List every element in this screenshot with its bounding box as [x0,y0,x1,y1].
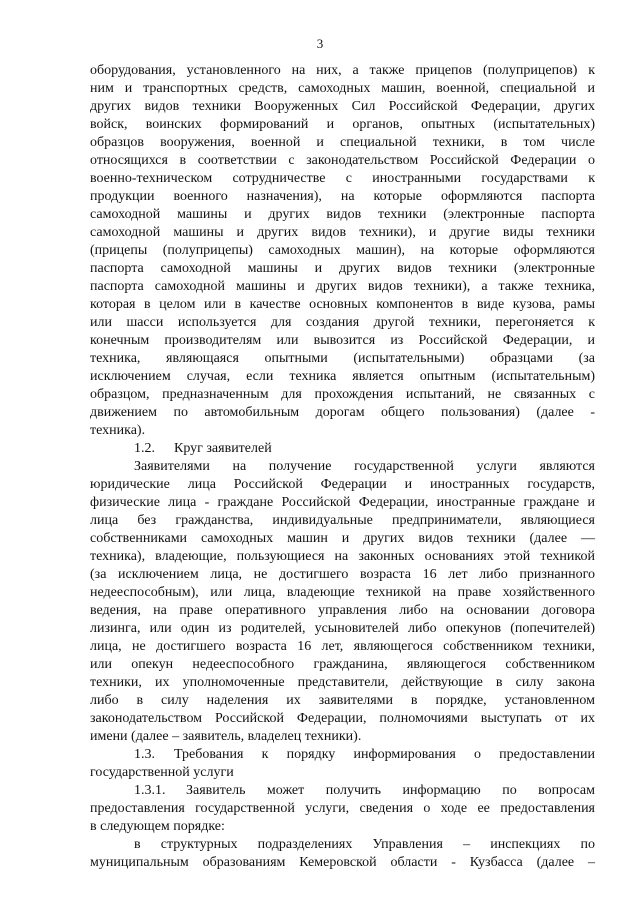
text-line: движением по автомобильным дорогам общего пользования) (далее - [90,405,595,420]
text-line: собственниками самоходных машин и других видов техники (далее — [90,531,595,546]
text-line: муниципальным образованиям Кемеровской области - Кузбасса (далее – [90,855,595,870]
text-line: образцом, предназначенным для прохождения испытаний, не связанных с [90,387,595,402]
text-line: паспорта самоходной машины и других видов техники (электронные [90,261,595,276]
text-line: ведения, на праве оперативного управления либо на основании договора [90,603,595,618]
text-line: оборудования, установленного на них, а также прицепов (полуприцепов) к [90,63,595,78]
text-line: самоходной машины и других видов техники (электронные паспорта [90,207,595,222]
text-line: самоходной машины и других видов техники), и другие виды техники [90,225,595,240]
text-line: законодательством Российской Федерации, полномочиями выступать от их [90,711,595,726]
text-line: или опекун недееспособного гражданина, являющегося собственником [90,657,595,672]
text-line: государственной услуги [90,765,234,780]
section-number: 1.3. [134,747,155,762]
text-line: техники, их уполномоченные представители, действующие в силу закона [90,675,595,690]
text-line: (прицепы (полуприцепы) самоходных машин), на которые оформляются [90,243,595,258]
text-line: лица, не достигшего возраста 16 лет, являющегося собственником техники, [90,639,595,654]
text-line: относящихся в соответствии с законодательством Российской Федерации о [90,153,595,168]
text-line: имени (далее – заявитель, владелец техники). [90,729,362,744]
page-number: 3 [316,36,324,51]
section-heading-1-2 [90,440,595,458]
text-line: паспорта самоходной машины и других видов техники), а также техника, [90,279,595,294]
text-line: Заявителями на получение государственной услуги являются [134,459,595,474]
text-line: техника, являющаяся опытными (испытательными) образцами (за [90,351,595,366]
text-line: (за исключением лица, не достигшего возраста 16 лет либо признанного [90,567,595,582]
text-line: предоставления государственной услуги, сведения о ходе ее предоставления [90,801,595,816]
text-line: техника). [90,423,146,438]
text-line: лица без гражданства, индивидуальные предприниматели, являющиеся [90,513,595,528]
section-title: Круг заявителей [174,441,272,456]
text-line: юридические лица Российской Федерации и иностранных государств, [90,477,595,492]
text-line: конечным производителям или вывозится из Российской Федерации, и [90,333,595,348]
text-line: либо в силу наделения их заявителями в порядке, установленном [90,693,595,708]
document-body [90,62,595,872]
section-heading-1-3 [90,746,595,764]
text-line: лизинга, или один из родителей, усыновителей либо опекунов (попечителей) [90,621,595,636]
text-line: недееспособным), или лица, владеющие техникой на праве хозяйственного [90,585,595,600]
section-heading-1-3-1 [90,782,595,800]
text-line: образцов вооружения, военной и специальной техники, в том числе [90,135,595,150]
text-line: физические лица - граждане Российской Федерации, иностранные граждане и [90,495,595,510]
section-number: 1.2. [134,441,155,456]
text-line: в структурных подразделениях Управления – инспекциях по [134,837,595,852]
text-line: исключением случая, если техника является опытным (испытательным) [90,369,595,384]
text-line: которая в целом или в качестве основных компонентов в виде кузова, рамы [90,297,595,312]
section-text: Заявитель может получить информацию по вопросам [186,783,595,798]
text-line: техника), владеющие, пользующиеся на законных основаниях этой техникой [90,549,595,564]
text-line: в следующем порядке: [90,819,225,834]
section-number: 1.3.1. [134,783,166,798]
text-line: ним и транспортных средств, самоходных машин, военной, специальной и [90,81,595,96]
text-line: других видов техники Вооруженных Сил Российской Федерации, других [90,99,595,114]
text-line: военно-техническом сотрудничестве с иностранными государствами к [90,171,595,186]
text-line: продукции военного назначения), на которые оформляются паспорта [90,189,595,204]
text-line: войск, воинских формирований и органов, опытных (испытательных) [90,117,595,132]
text-line: или шасси используется для создания другой техники, перегоняется к [90,315,595,330]
section-title: Требования к порядку информирования о предоставлении [174,747,595,762]
